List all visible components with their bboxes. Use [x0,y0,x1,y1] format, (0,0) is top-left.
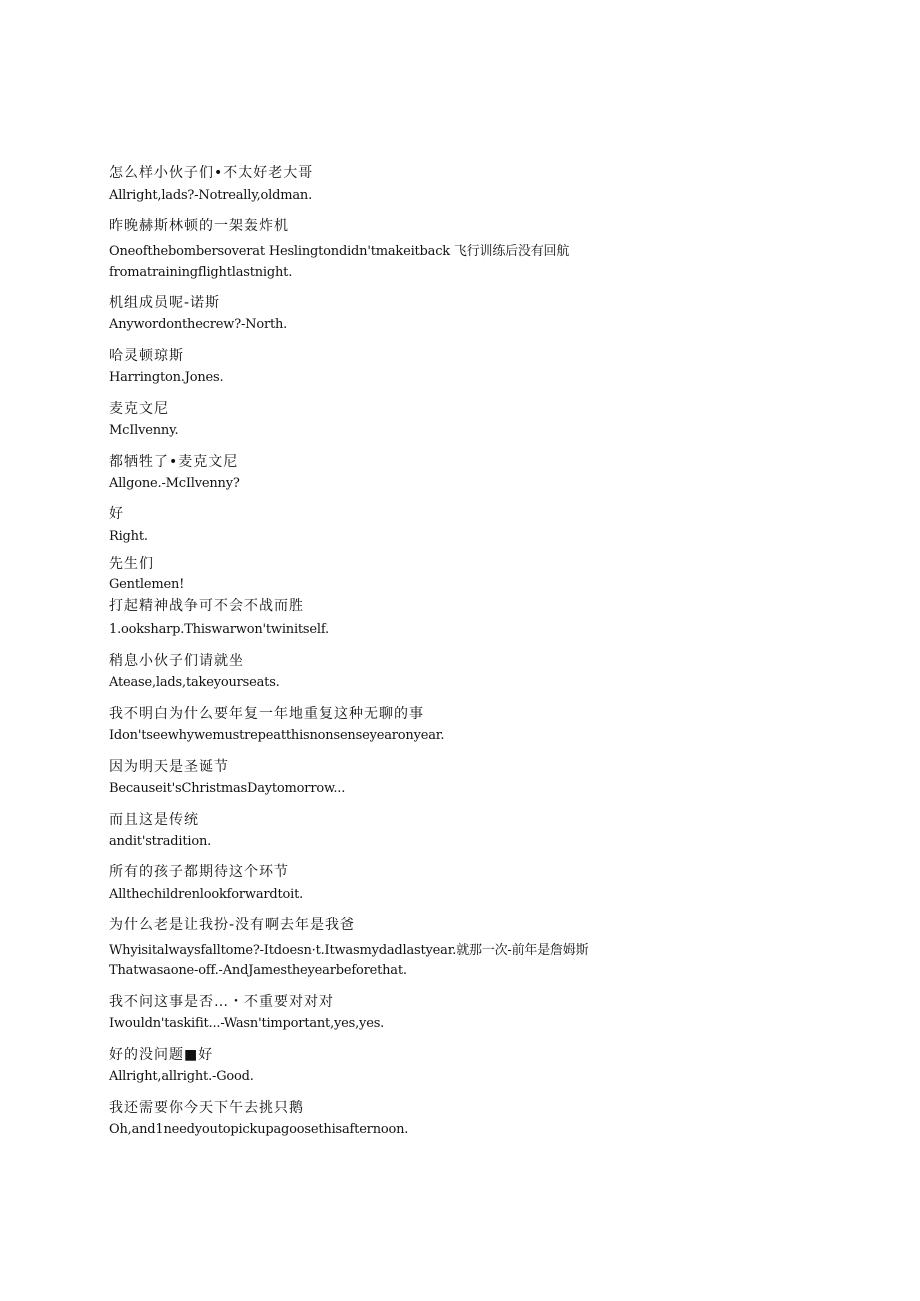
subtitle-line-zh: 麦克文尼 [109,401,169,417]
subtitle-line-zh: 都牺牲了•麦克文尼 [109,454,239,470]
subtitle-line-zh: 所有的孩子都期待这个环节 [109,864,289,880]
subtitle-line-en: Oneofthebombersoverat Heslingtondidn'tmakeitback 飞行训练后没有回航 [109,244,570,259]
subtitle-line-zh: 先生们 [109,556,154,572]
subtitle-line-en: Whyisitalwaysfalltome?-Itdoesn·t.Itwasmydadlastyear.就那一次-前年是詹姆斯 [109,943,589,958]
subtitle-line-en: Thatwasaone-off.-AndJamestheyearbeforethat. [109,963,407,978]
subtitle-line-en: Allgone.-McIlvenny? [109,476,240,491]
subtitle-line-zh: 为什么老是让我扮-没有啊去年是我爸 [109,917,356,933]
subtitle-line-en: Iwouldn'taskifit...-Wasn'timportant,yes,yes. [109,1016,385,1031]
subtitle-line-en: McIlvenny. [109,423,179,438]
subtitle-line-en: 1.ooksharp.Thiswarwon'twinitself. [109,622,329,637]
subtitle-line-en: Right. [109,529,148,544]
subtitle-line-en: Allright,allright.-Good. [109,1069,254,1084]
subtitle-line-zh: 而且这是传统 [109,812,199,828]
subtitle-line-zh: 好的没问题■好 [109,1047,214,1063]
subtitle-line-zh: 我不问这事是否…・不重要对对对 [109,994,334,1010]
subtitle-line-zh: 怎么样小伙子们•不太好老大哥 [109,165,314,181]
subtitle-line-zh: 好 [109,506,124,522]
subtitle-line-zh: 昨晚赫斯林顿的一架轰炸机 [109,218,289,234]
subtitle-line-zh: 因为明天是圣诞节 [109,759,229,775]
subtitle-line-zh: 我不明白为什么要年复一年地重复这种无聊的事 [109,706,424,722]
subtitle-line-en: Becauseit'sChristmasDaytomorrow... [109,781,346,796]
subtitle-line-en: fromatrainingflightlastnight. [109,265,293,280]
subtitle-line-zh: 我还需要你今天下午去挑只鹅 [109,1100,304,1116]
subtitle-line-en: Oh,and1needyoutopickupagoosethisafternoon. [109,1122,409,1137]
subtitle-line-zh: 打起精神战争可不会不战而胜 [109,598,304,614]
subtitle-line-en: Atease,lads,takeyourseats. [109,675,280,690]
subtitle-line-en: Gentlemen! [109,577,185,592]
subtitle-line-zh: 稍息小伙子们请就坐 [109,653,244,669]
subtitle-line-zh: 哈灵顿琼斯 [109,348,184,364]
subtitle-line-en: Allthechildrenlookforwardtoit. [109,887,304,902]
subtitle-line-en: Anywordonthecrew?-North. [109,317,288,332]
subtitle-line-en: Idon'tseewhywemustrepeatthisnonsenseyearonyear. [109,728,445,743]
subtitle-line-en: Harrington.Jones. [109,370,224,385]
subtitle-line-en: andit'stradition. [109,834,212,849]
subtitle-line-zh: 机组成员呢-诺斯 [109,295,221,311]
subtitle-line-en: Allright,lads?-Notreally,oldman. [109,188,313,203]
